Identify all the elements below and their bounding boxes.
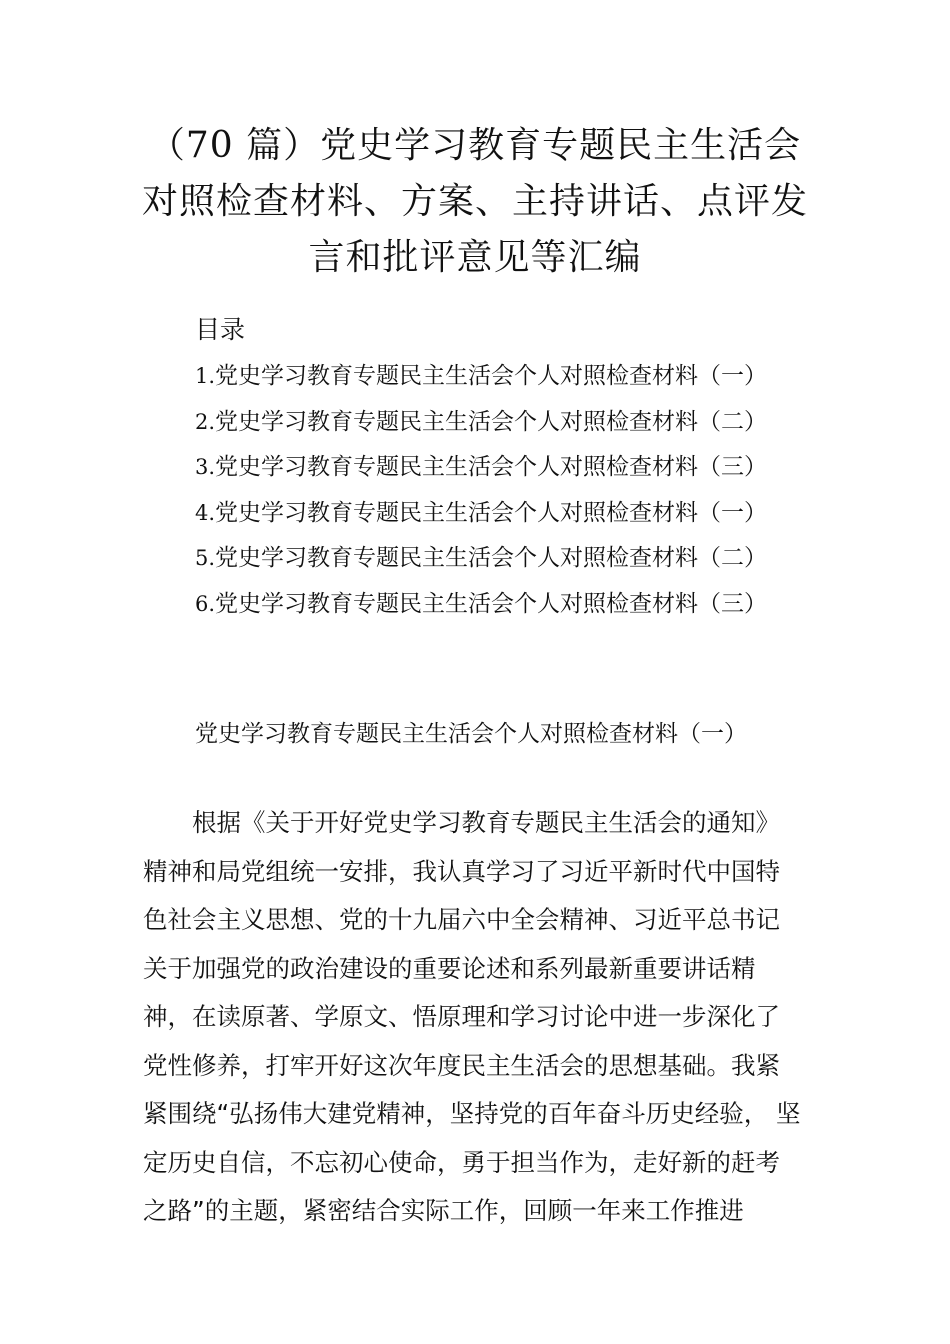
toc-item-number: 1. [195,364,216,388]
toc-item-4[interactable] [195,493,815,539]
paragraph-line: 党性修养，打牢开好这次年度民主生活会的思想基础。我紧 [143,1050,780,1080]
toc-item-text: 党史学习教育专题民主生活会个人对照检查材料（三） [215,454,768,480]
toc-item-number: 6. [195,591,216,616]
toc-item-number: 2. [195,409,216,434]
toc-item-3[interactable] [195,447,815,493]
toc-item-number: 5. [195,546,216,570]
paragraph-line: 关于加强党的政治建设的重要论述和系列最新重要讲话精 [143,953,756,983]
paragraph-line: 色社会主义思想、党的十九届六中全会精神、习近平总书记 [143,905,780,934]
body-paragraph [143,803,803,1240]
toc-item-5[interactable] [195,538,815,584]
title-line-2: 对照检查材料、方案、主持讲话、点评发 [141,181,808,222]
paragraph-line: 紧围绕“弘扬伟大建党精神，坚持党的百年奋斗历史经验， 坚 [143,1099,801,1128]
toc-item-2[interactable] [195,402,815,448]
paragraph-line: 之路”的主题，紧密结合实际工作，回顾一年来工作推进 [143,1196,744,1225]
paragraph-line: 精神和局党组统一安排，我认真学习了习近平新时代中国特 [143,856,780,886]
paragraph-line: 根据《关于开好党史学习教育专题民主生活会的通知》 [192,808,780,837]
title-line-3: 言和批评意见等汇编 [308,237,642,278]
table-of-contents [195,356,815,629]
paragraph-line: 神，在读原著、学原文、悟原理和学习讨论中进一步深化了 [143,1002,780,1031]
toc-item-text: 党史学习教育专题民主生活会个人对照检查材料（二） [215,545,768,571]
toc-item-text: 党史学习教育专题民主生活会个人对照检查材料（一） [215,363,768,389]
toc-heading: 目录 [195,315,246,344]
title-line-1: （70 篇）党史学习教育专题民主生活会 [148,125,802,166]
toc-item-number: 3. [195,455,216,479]
toc-item-number: 4. [195,500,216,525]
paragraph-line: 定历史自信，不忘初心使命，勇于担当作为，走好新的赶考 [143,1147,780,1177]
toc-item-6[interactable] [195,584,815,630]
document-title [110,118,840,286]
toc-item-1[interactable] [195,356,815,402]
section-heading: 党史学习教育专题民主生活会个人对照检查材料（一） [195,721,747,747]
toc-item-text: 党史学习教育专题民主生活会个人对照检查材料（三） [215,590,768,617]
toc-item-text: 党史学习教育专题民主生活会个人对照检查材料（二） [215,408,768,435]
toc-item-text: 党史学习教育专题民主生活会个人对照检查材料（一） [215,499,768,526]
